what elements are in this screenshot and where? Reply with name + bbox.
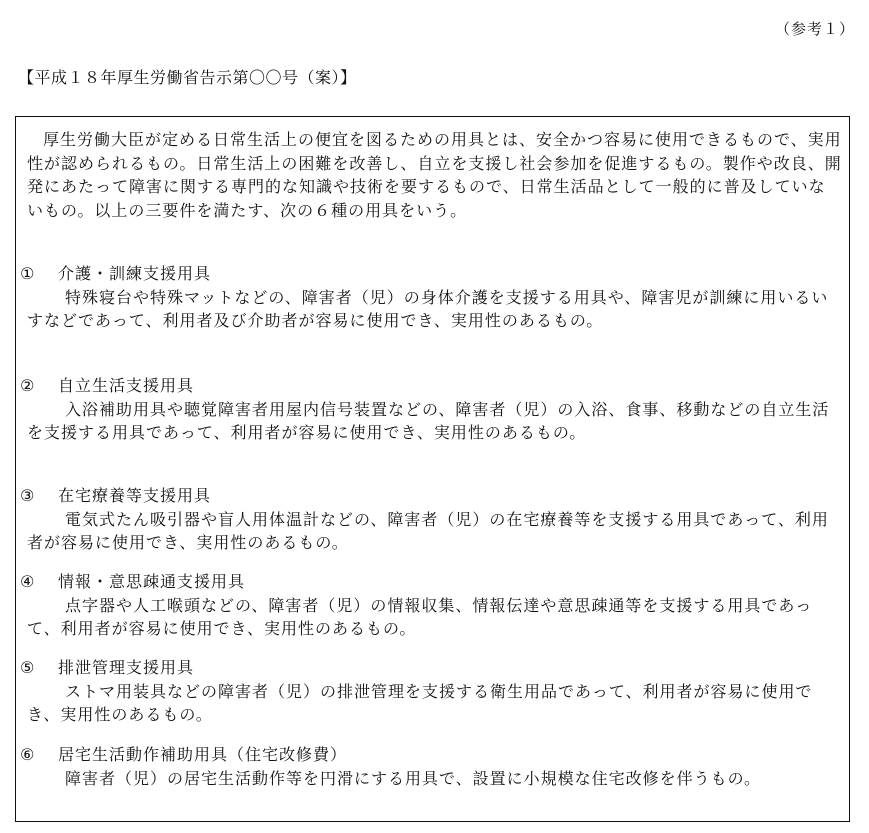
- item-number: ③: [20, 486, 36, 505]
- intro-paragraph: 厚生労働大臣が定める日常生活上の便宜を図るための用具とは、安全かつ容易に使用できるもので、実用性が認められるもの。日常生活上の困難を改善し、自立を支援し社会参加を促進するもの。製作や改良、開発にあたって障害に関する専門的な知識や技術を要するもので、日常生活品として一般的に普及していないもの。以上の三要件を満たす、次の６種の用具をいう。: [27, 130, 842, 220]
- document-title: 【平成１８年厚生労働省告示第〇〇号（案）】: [18, 68, 357, 87]
- item-excretion-management-support: [20, 656, 842, 727]
- item-heading: [20, 374, 842, 398]
- item-title: 情報・意思疎通支援用具: [58, 572, 246, 591]
- item-number: ⑥: [20, 745, 36, 764]
- item-title: 在宅療養等支援用具: [58, 486, 212, 505]
- item-title: 自立生活支援用具: [58, 376, 195, 395]
- reference-note: （参考１）: [774, 20, 855, 38]
- item-heading: [20, 484, 842, 508]
- item-title: 居宅生活動作補助用具（住宅改修費）: [58, 745, 348, 764]
- item-care-training-support: [20, 262, 842, 333]
- item-number: ②: [20, 376, 36, 395]
- item-information-communication-support: [20, 570, 842, 641]
- item-description: 点字器や人工喉頭などの、障害者（児）の情報収集、情報伝達や意思疎通等を支援する用具であって、利用者が容易に使用でき、実用性のあるもの。: [27, 595, 813, 638]
- item-home-living-aid: [20, 743, 842, 790]
- item-heading: [20, 262, 842, 286]
- item-heading: [20, 656, 842, 680]
- item-title: 排泄管理支援用具: [58, 658, 195, 677]
- item-description: 障害者（児）の居宅生活動作等を円滑にする用具で、設置に小規模な住宅改修を伴うもの。: [65, 768, 762, 788]
- item-number: ①: [20, 264, 36, 283]
- item-home-care-support: [20, 484, 842, 555]
- item-description: ストマ用装具などの障害者（児）の排泄管理を支援する衛生用品であって、利用者が容易に使用でき、実用性のあるもの。: [27, 681, 813, 724]
- item-independent-living-support: [20, 374, 842, 445]
- item-description: 電気式たん吸引器や盲人用体温計などの、障害者（児）の在宅療養等を支援する用具であって、利用者が容易に使用でき、実用性のあるもの。: [27, 509, 829, 552]
- item-description: 入浴補助用具や聴覚障害者用屋内信号装置などの、障害者（児）の入浴、食事、移動などの自立生活を支援する用具であって、利用者が容易に使用でき、実用性のあるもの。: [27, 399, 830, 442]
- item-heading: [20, 570, 842, 594]
- item-title: 介護・訓練支援用具: [58, 264, 212, 283]
- item-heading: [20, 743, 842, 767]
- item-number: ⑤: [20, 658, 36, 677]
- item-description: 特殊寝台や特殊マットなどの、障害者（児）の身体介護を支援する用具や、障害児が訓練に用いるいすなどであって、利用者及び介助者が容易に使用でき、実用性のあるもの。: [27, 287, 829, 330]
- item-number: ④: [20, 572, 36, 591]
